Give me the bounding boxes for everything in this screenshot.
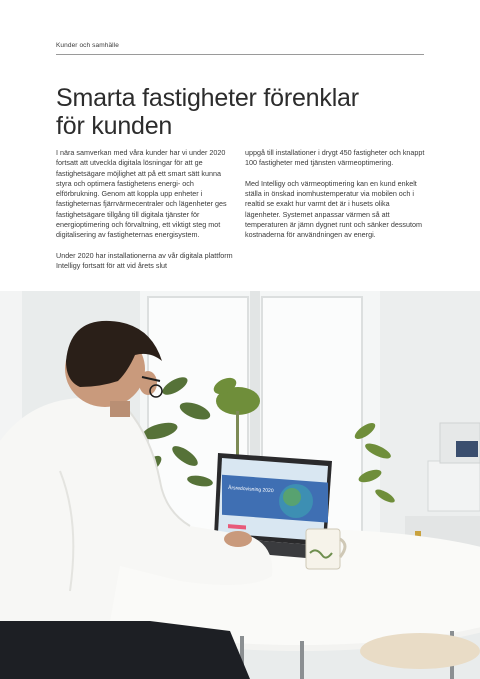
paragraph: I nära samverkan med våra kunder har vi under 2020 fortsatt att utveckla digitala lösningar för att ge fastighetsägare möjlighet att på ett smart sätt kunna styra och optimera fastighetens energi- och elförbrukning. Genom att koppla upp enheter i fastigheternas fjärrvärmecentraler och lägenheter ges fastighetsägare tillgång till digitala tjänster för energioptimering och förvaltning, ett viktigt steg mot digitalisering av fastigheternas energisystem. <box>56 148 227 240</box>
office-photo-illustration <box>0 291 480 679</box>
paragraph: uppgå till installationer i drygt 450 fastigheter och knappt 100 fastigheter med tjänsten värmeoptimering. <box>245 148 425 168</box>
laptop-screen-text: Årsredovisning 2020 <box>227 485 274 495</box>
page-title <box>56 84 416 140</box>
headline-line-2: för kunden <box>56 112 173 140</box>
header-divider <box>56 54 424 55</box>
office-photo <box>0 291 480 679</box>
section-label: Kunder och samhälle <box>56 42 119 49</box>
paragraph: Under 2020 har installationerna av vår digitala plattform Intelligy fortsatt för att vid årets slut <box>56 250 233 271</box>
paragraph: Med Intelligy och värmeoptimering kan en kund enkelt ställa in önskad inomhustemperatur via mobilen och i realtid se exakt hur varmt det är i husets olika lägenheter. Systemet anpassar värmen så att temperaturen är jämn dygnet runt och sänker dessutom kostnaderna för användningen av energi. <box>245 178 422 240</box>
headline-line-1: Smarta fastigheter förenklar <box>56 84 359 112</box>
body-column-right <box>245 148 425 251</box>
body-column-left <box>56 148 236 282</box>
